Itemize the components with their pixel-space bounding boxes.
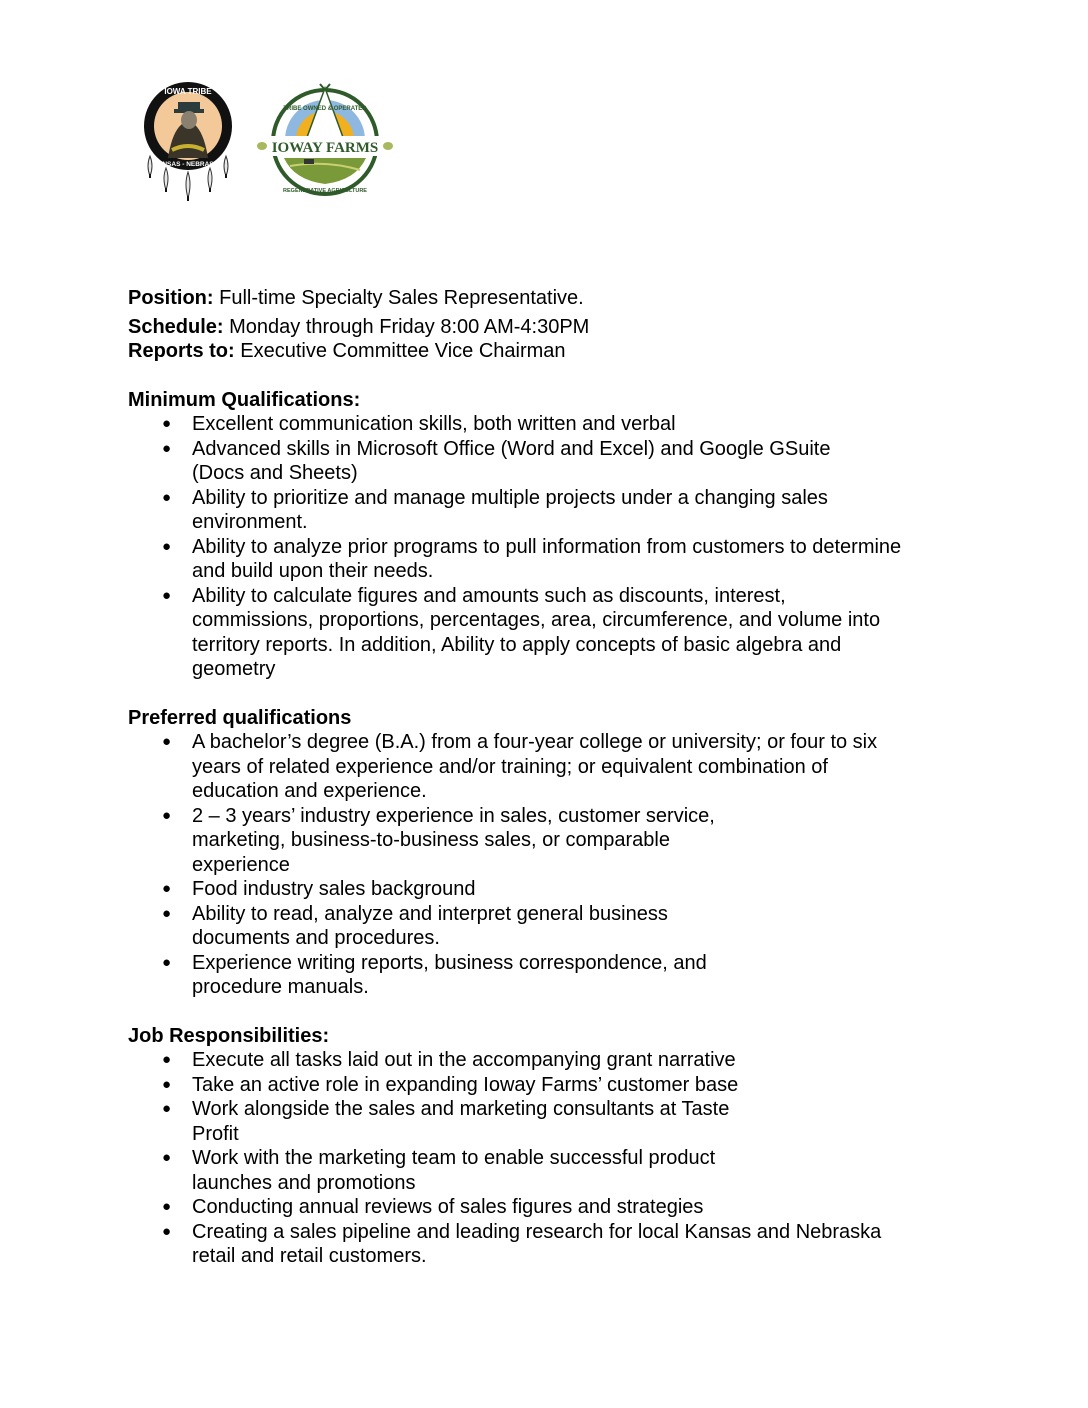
list-item: ● Creating a sales pipeline and leading research for local Kansas and Nebraska retail and retail customers. [128,1220,968,1269]
section-title: Minimum Qualifications: [128,388,361,411]
section-title: Preferred qualifications [128,706,352,729]
svg-text:TRIBE OWNED & OPERATED: TRIBE OWNED & OPERATED [283,106,367,112]
position-line [128,286,968,311]
list-item: ● Advanced skills in Microsoft Office (Word and Excel) and Google GSuite (Docs and Sheets) [128,437,968,486]
list-item: ● Excellent communication skills, both written and verbal [128,412,968,437]
job-responsibilities-section [128,1024,968,1269]
preferred-qualifications-list [128,730,968,1000]
preferred-qualifications-section [128,706,968,1000]
svg-text:REGENERATIVE AGRICULTURE: REGENERATIVE AGRICULTURE [283,188,367,194]
iowa-tribe-logo-icon [138,80,238,204]
list-item: ● Ability to read, analyze and interpret general business documents and procedures. [128,902,968,951]
list-item: ● Ability to analyze prior programs to pull information from customers to determine and build upon their needs. [128,535,968,584]
svg-text:IOWA TRIBE: IOWA TRIBE [164,87,212,96]
reports-to-value: Executive Committee Vice Chairman [234,340,566,362]
position-value: Full-time Specialty Sales Representative. [213,287,584,309]
reports-to-label: Reports to: [128,340,235,362]
ioway-farms-logo-icon [256,80,394,198]
minimum-qualifications-section [128,388,968,682]
list-item: ● 2 – 3 years’ industry experience in sales, customer service, marketing, business-to-business sales, or comparable experience [128,804,968,878]
list-item: ● Food industry sales background [128,877,968,902]
list-item: ● Conducting annual reviews of sales figures and strategies [128,1195,968,1220]
list-item: ● A bachelor’s degree (B.A.) from a four-year college or university; or four to six years of related experience and/or training; or equivalent combination of education and experience. [128,730,968,804]
svg-text:KANSAS - NEBRASKA: KANSAS - NEBRASKA [152,161,224,168]
list-item: ● Take an active role in expanding Ioway Farms’ customer base [128,1073,968,1098]
list-item: ● Ability to calculate figures and amounts such as discounts, interest, commissions, proportions, percentages, area, circumference, and volume into territory reports. In addition, Ability to apply concepts of basic algebra and geometry [128,584,968,682]
position-label: Position: [128,287,214,309]
list-item: ● Ability to prioritize and manage multiple projects under a changing sales environment. [128,486,968,535]
reports-to-line [128,339,968,364]
schedule-label: Schedule: [128,315,224,338]
list-item: ● Work alongside the sales and marketing consultants at Taste Profit [128,1097,968,1146]
svg-text:IOWAY FARMS: IOWAY FARMS [271,140,379,156]
minimum-qualifications-list [128,412,968,682]
list-item: ● Experience writing reports, business correspondence, and procedure manuals. [128,951,968,1000]
job-posting [128,286,968,1269]
schedule-line [128,315,968,340]
schedule-value: Monday through Friday 8:00 AM-4:30PM [223,315,590,338]
job-responsibilities-list [128,1048,968,1269]
list-item: ● Work with the marketing team to enable successful product launches and promotions [128,1146,968,1195]
list-item: ● Execute all tasks laid out in the accompanying grant narrative [128,1048,968,1073]
section-title: Job Responsibilities: [128,1024,330,1047]
